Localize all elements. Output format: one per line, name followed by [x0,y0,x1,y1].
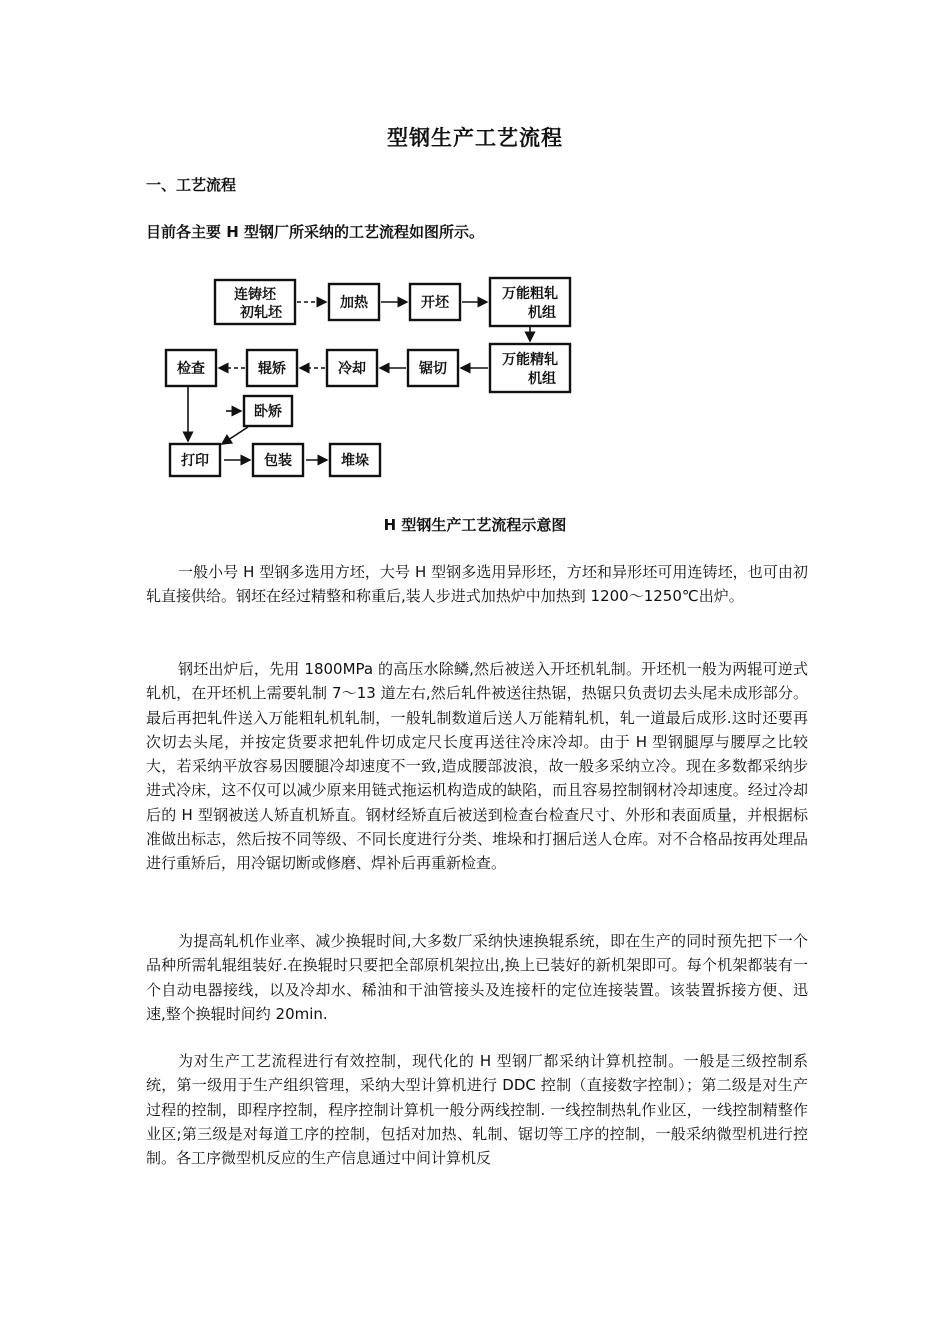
paragraph: 为提高轧机作业率、减少换辊时间,大多数厂采纳快速换辊系统，即在生产的同时预先把下一个品种所需轧辊组装好.在换辊时只要把全部原机架拉出,换上已装好的新机架即可。每个机架都装有一个自动电器接线，以及冷却水、稀油和干油管接头及连接杆的定位连接装置。该装置拆接方便、迅速,整个换辊时间约 20min. [146,932,808,1023]
label-marking: 打印 [181,453,209,469]
intro-text: 目前各主要 H 型钢厂所采纳的工艺流程如图所示。 [146,223,485,241]
label-heating: 加热 [340,295,368,311]
label-press-straightening: 卧矫 [254,404,282,420]
label-packing: 包装 [264,453,292,469]
section-heading: 一、工艺流程 [146,176,237,194]
arrow-press-to-marking [222,427,248,444]
label-universal-rough-2: 机组 [528,305,556,321]
label-universal-rough-1: 万能粗轧 [502,286,558,302]
paragraph: 一般小号 H 型钢多选用方坯，大号 H 型钢多选用异形坯，方坯和异形坯可用连铸坯，也可由初轧直接供给。钢坯在经过精整和称重后,装人步进式加热炉中加热到 1200～1250℃出炉。 [146,563,808,606]
label-inspection: 检查 [177,361,205,377]
page-title: 型钢生产工艺流程 [387,126,563,150]
label-universal-finish-1: 万能精轧 [502,352,558,368]
label-straightening: 辊矫 [258,361,286,377]
label-blooming: 开坯 [421,295,449,311]
label-continuous-cast-2: 初轧坯 [240,305,282,321]
process-flow-diagram [158,270,578,485]
label-stacking: 堆垛 [341,453,369,469]
label-sawing: 锯切 [419,361,447,377]
label-universal-finish-2: 机组 [528,371,556,387]
paragraph: 为对生产工艺流程进行有效控制，现代化的 H 型钢厂都采纳计算机控制。一般是三级控制系统，第一级用于生产组织管理，采纳大型计算机进行 DDC 控制（直接数字控制）；第二级是对生产过程的控制，即程序控制，程序控制计算机一般分两线控制. 一线控制热轧作业区，一线控制精整作业区;第三级是对每道工序的控制，包括对加热、轧制、锯切等工序的控制，一般采纳微型机进行控制。各工序微型机反应的生产信息通过中间计算机反 [146,1052,808,1168]
label-continuous-cast-1: 连铸坯 [234,287,276,303]
label-cooling: 冷却 [338,361,366,377]
diagram-caption: H 型钢生产工艺流程示意图 [383,516,567,534]
paragraph: 钢坯出炉后，先用 1800MPa 的高压水除鳞,然后被送入开坯机轧制。开坯机一般为两辊可逆式轧机，在开坯机上需要轧制 7～13 道左右,然后轧件被送往热锯，热锯只负责切去头尾未成形部分。最后再把轧件送入万能粗轧机轧制，一般轧制数道后送人万能精轧机，轧一道最后成形.这时还要再次切去头尾，并按定货要求把轧件切成定尺长度再送往冷床冷却。由于 H 型钢腿厚与腰厚之比较大，若采纳平放容易因腰腿冷却速度不一致,造成腰部波浪，故一般多采纳立冷。现在多数都采纳步进式冷床，这不仅可以减少原来用链式拖运机构造成的缺陷，而且容易控制钢材冷却速度。经过冷却后的 H 型钢被送人矫直机矫直。钢材经矫直后被送到检查台检查尺寸、外形和表面质量，并根据标准做出标志，然后按不同等级、不同长度进行分类、堆垛和打捆后送人仓库。对不合格品按再处理品进行重矫后，用冷锯切断或修磨、焊补后再重新检查。 [146,660,808,873]
